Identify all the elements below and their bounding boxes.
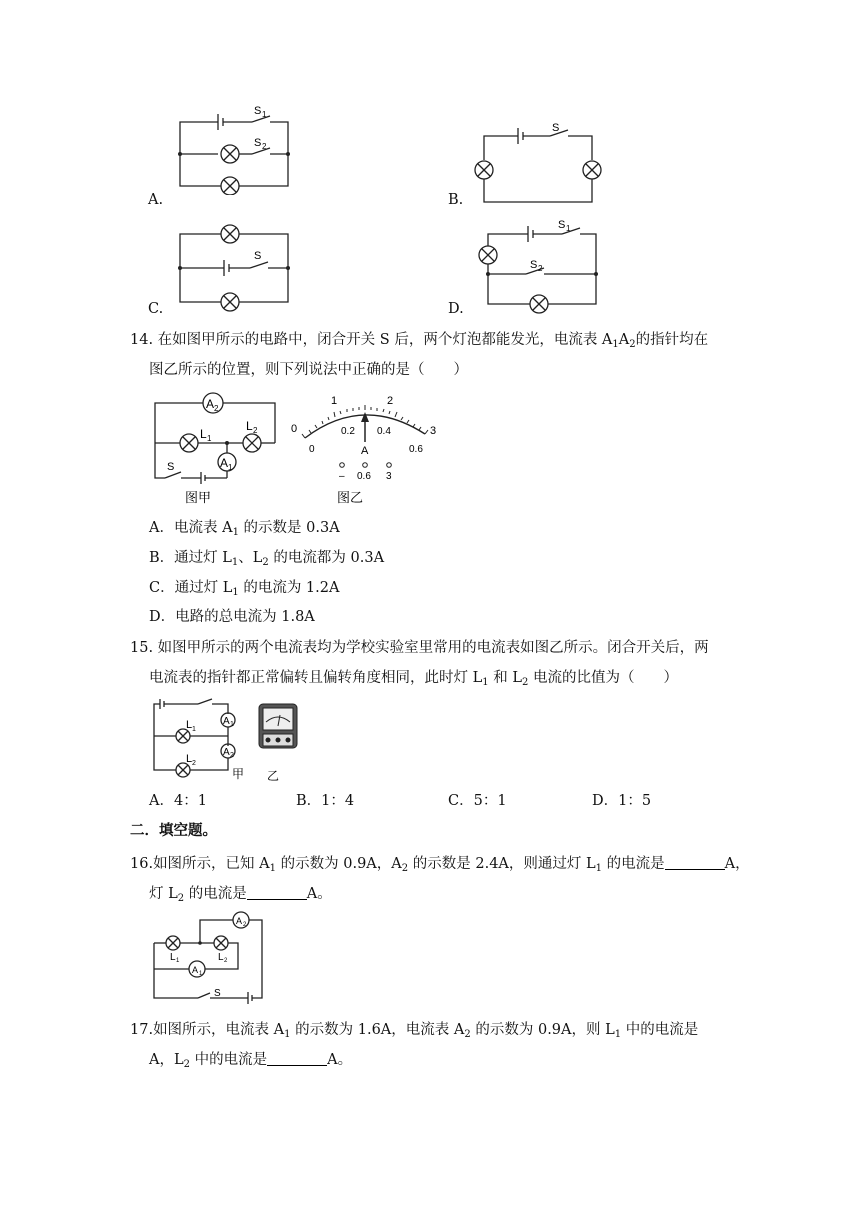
svg-text:1: 1 (176, 958, 180, 964)
q13-figure-c (170, 222, 300, 312)
q14-meter-term-06: 0.6 (357, 471, 371, 482)
q13-option-c[interactable]: C. (148, 301, 164, 317)
svg-text:A: A (223, 747, 230, 758)
q15-stem-line2: 电流表的指针都正常偏转且偏转角度相同，此时灯 $L_1$ 和 $L_2$ 电流的比值为（ ） (149, 670, 678, 688)
q15-figure-jia (148, 698, 258, 783)
svg-text:S: S (214, 988, 221, 999)
q13d-label-s1-sub: 1 (566, 224, 571, 233)
svg-text:2: 2 (253, 426, 258, 435)
svg-text:1: 1 (192, 726, 196, 733)
q14-option-d[interactable]: D．电路的总电流为 1.8A (149, 609, 315, 625)
q14-option-a[interactable]: A．电流表 $A_1$ 的示数是 0.3A (149, 520, 340, 538)
svg-text:A: A (206, 397, 215, 411)
svg-text:2: 2 (192, 760, 196, 767)
q13d-label-s2: S (530, 259, 538, 271)
q16-stem-line1: 16.如图所示，已知 $A_1$ 的示数为 0.9A，$A_2$ 的示数是 2.4A，则通过灯 $L_1$ 的电流是 A， (130, 856, 750, 874)
q17-number: 17. (130, 1022, 154, 1038)
q14-meter-bottom-2: 0.4 (377, 426, 391, 437)
q14-meter-term-neg: – (339, 471, 345, 482)
q15-stem-line1 (130, 638, 709, 658)
q14-fig-jia-caption: 图甲 (185, 490, 212, 505)
q14-text-1b: A (618, 332, 630, 348)
q14-meter-top-1: 1 (331, 395, 338, 407)
q14-meter-unit: A (361, 445, 369, 457)
q14-stem-line2: 图乙所示的位置，则下列说法中正确的是（ ） (149, 362, 468, 378)
q14-option-b[interactable]: B．通过灯 $L_1$、$L_2$ 的电流都为 0.3A (149, 550, 385, 568)
q15-option-b[interactable]: B．1：4 (296, 793, 355, 809)
q16-figure (148, 910, 268, 1005)
q14-meter-bottom-1: 0.2 (341, 426, 355, 437)
svg-text:1: 1 (207, 434, 212, 443)
q17-stem-line1: 17.如图所示，电流表 $A_1$ 的示数为 1.6A，电流表 $A_2$ 的示数为 0.9A，则 $L_1$ 中的电流是 (130, 1022, 699, 1040)
q16-blank-1[interactable] (665, 855, 725, 870)
svg-text:L: L (246, 419, 253, 433)
svg-text:S: S (167, 461, 175, 473)
q15-option-a[interactable]: A．4：1 (149, 793, 207, 809)
q14-meter-bottom-3: 0.6 (409, 444, 423, 455)
q13a-label-s1: S (254, 105, 262, 117)
q14-meter-top-3: 3 (430, 425, 437, 437)
q15-fig-yi-caption: 乙 (267, 769, 280, 783)
svg-text:1: 1 (199, 971, 203, 977)
q16-stem-line2: 灯 $L_2$ 的电流是 A。 (149, 886, 332, 904)
svg-text:L: L (186, 753, 193, 765)
q14-fig-yi-caption: 图乙 (337, 490, 364, 505)
q14-text-1: 在如图甲所示的电路中，闭合开关 S 后，两个灯泡都能发光，电流表 A (157, 332, 613, 348)
q13d-label-s1: S (558, 219, 566, 231)
svg-text:A: A (223, 716, 230, 727)
q15-option-c[interactable]: C．5：1 (448, 793, 507, 809)
q14-meter-top-2: 2 (387, 395, 394, 407)
q14-option-c[interactable]: C．通过灯 $L_1$ 的电流为 1.2A (149, 580, 340, 598)
q13-figure-a (170, 100, 300, 195)
svg-text:L: L (218, 952, 224, 963)
q14-meter-bottom-0: 0 (309, 444, 315, 455)
q13b-label-s: S (552, 122, 560, 134)
q13a-label-s2-sub: 2 (262, 142, 267, 151)
svg-text:1: 1 (230, 721, 234, 728)
q14-number: 14. (130, 332, 154, 348)
q14-figure-yi (285, 390, 445, 508)
svg-text:2: 2 (224, 958, 228, 964)
q14-stem-line1: 14. 在如图甲所示的电路中，闭合开关 S 后，两个灯泡都能发光，电流表 $A_1A_2$的指针均在 (130, 332, 709, 350)
svg-text:2: 2 (230, 752, 234, 759)
q13-option-b[interactable]: B. (448, 192, 464, 208)
q14-text-1c: 的指针均在 (635, 332, 709, 348)
q13c-label-s: S (254, 250, 262, 262)
section-heading-fill-blank: 二．填空题。 (130, 822, 217, 839)
q13a-label-s1-sub: 1 (262, 110, 267, 119)
q15-fig-jia-caption: 甲 (232, 767, 245, 781)
svg-text:A: A (220, 456, 229, 470)
svg-text:L: L (200, 427, 207, 441)
svg-text:A: A (192, 965, 199, 975)
svg-text:2: 2 (243, 922, 247, 928)
q13d-label-s2-sub: 2 (538, 264, 543, 273)
q13a-label-s2: S (254, 137, 262, 149)
q13-figure-d (472, 218, 607, 314)
q14-figure-jia (145, 390, 290, 508)
svg-text:A: A (236, 916, 243, 926)
q15-text-1: 如图甲所示的两个电流表均为学校实验室里常用的电流表如图乙所示。闭合开关后，两 (157, 640, 709, 656)
q13-option-d[interactable]: D. (448, 301, 464, 317)
q17-blank-2[interactable] (267, 1051, 327, 1066)
q13-figure-b (472, 122, 607, 210)
q16-number: 16. (130, 856, 154, 872)
q14-meter-top-0: 0 (291, 423, 298, 435)
q15-figure-yi (253, 702, 303, 786)
svg-text:L: L (170, 952, 176, 963)
q17-stem-line2: A，$L_2$ 中的电流是 A。 (149, 1052, 353, 1070)
q16-blank-2[interactable] (247, 885, 307, 900)
q14-meter-term-3: 3 (386, 471, 392, 482)
svg-text:2: 2 (214, 404, 219, 413)
svg-text:1: 1 (228, 463, 233, 472)
q15-number: 15. (130, 640, 154, 656)
svg-text:L: L (186, 719, 193, 731)
q15-option-d[interactable]: D．1：5 (592, 793, 652, 809)
q13-option-a[interactable]: A. (148, 192, 164, 208)
